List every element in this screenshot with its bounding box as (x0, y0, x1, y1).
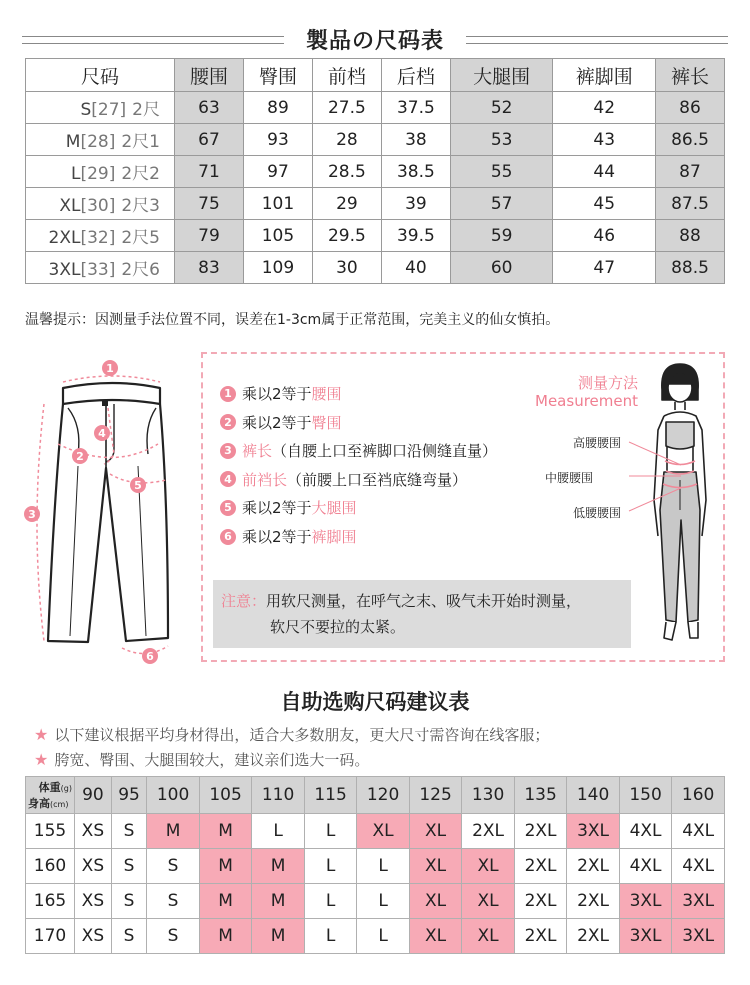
measurement-key: 裤脚围 (311, 528, 357, 546)
size-code: [29] (80, 164, 116, 184)
rec-size-cell: 3XL (672, 884, 725, 919)
size-value-cell: 28.5 (312, 156, 381, 188)
measurement-tip: 温馨提示：因测量手法位置不同，误差在1-3cm属于正常范围，完美主义的仙女慎拍。 (25, 312, 560, 328)
size-header-cell: 大腿围 (450, 59, 553, 92)
size-size: L (70, 164, 81, 184)
rec-height-cell: 165 (26, 884, 75, 919)
size-value-cell: 105 (243, 220, 312, 252)
corner-height (28, 795, 68, 811)
rec-size-cell: XS (75, 919, 112, 954)
size-recommendation-table (25, 776, 725, 954)
rec-size-cell: 3XL (567, 814, 620, 849)
size-size: 2XL (48, 228, 81, 248)
size-row-label (26, 252, 175, 284)
size-header-cell: 臀围 (243, 59, 312, 92)
measurement-number-badge: 6 (220, 529, 236, 545)
size-value-cell: 101 (243, 188, 312, 220)
rec-height-cell: 155 (26, 814, 75, 849)
size-value-cell: 38.5 (381, 156, 450, 188)
size-value-cell: 97 (243, 156, 312, 188)
measurement-text (242, 497, 357, 518)
size-row (26, 156, 725, 188)
size-size: XL (59, 196, 81, 216)
measurement-text (242, 526, 357, 547)
size-table-header (26, 59, 725, 92)
size-value-cell: 87.5 (656, 188, 725, 220)
size-title-row (0, 24, 750, 55)
corner-height-unit: (cm) (50, 800, 69, 809)
size-value-cell: 59 (450, 220, 553, 252)
rec-size-cell: L (357, 919, 410, 954)
rec-weight-header: 110 (252, 777, 305, 814)
rec-size-cell: S (111, 919, 147, 954)
size-row (26, 124, 725, 156)
advice-line2 (34, 749, 369, 770)
size-value-cell: 39.5 (381, 220, 450, 252)
size-row-label (26, 92, 175, 124)
corner-weight-text: 体重 (38, 781, 61, 794)
rec-size-cell: XL (357, 814, 410, 849)
size-chi: 2尺 (132, 100, 160, 120)
rec-weight-header: 105 (199, 777, 252, 814)
method-cn: 测量方法 (577, 374, 638, 392)
measurement-text (242, 469, 467, 490)
measurement-pre: 乘以2等于 (242, 413, 312, 432)
rec-weight-header: 90 (75, 777, 112, 814)
size-table-title: 製品の尺码表 (306, 29, 445, 54)
rec-size-cell: 2XL (567, 884, 620, 919)
rec-size-cell: L (304, 849, 357, 884)
rec-weight-header: 135 (514, 777, 567, 814)
measurement-item (220, 440, 497, 461)
corner-height-text: 身高 (28, 797, 50, 810)
size-header-cell: 前档 (312, 59, 381, 92)
size-size: S (80, 100, 92, 120)
rec-size-cell: 4XL (619, 814, 672, 849)
size-value-cell: 79 (175, 220, 244, 252)
rec-size-cell: M (199, 919, 252, 954)
rec-size-cell: XS (75, 814, 112, 849)
rec-size-cell: XL (409, 919, 462, 954)
size-value-cell: 39 (381, 188, 450, 220)
size-value-cell: 89 (243, 92, 312, 124)
size-value-cell: 88.5 (656, 252, 725, 284)
rec-size-cell: XS (75, 884, 112, 919)
corner-weight (39, 779, 72, 795)
size-row-label (26, 188, 175, 220)
star-icon: ★ (34, 750, 49, 769)
rec-size-cell: M (252, 919, 305, 954)
size-value-cell: 88 (656, 220, 725, 252)
rec-size-cell: 4XL (672, 814, 725, 849)
size-code: [27] (91, 100, 127, 120)
rec-size-cell: S (111, 814, 147, 849)
measurement-item (220, 412, 342, 433)
size-value-cell: 63 (175, 92, 244, 124)
size-row-label (26, 220, 175, 252)
rec-row (26, 919, 725, 954)
rec-size-cell: L (304, 884, 357, 919)
rec-size-cell: 4XL (619, 849, 672, 884)
measurement-key: 大腿围 (311, 499, 357, 518)
advice-line1-text: 以下建议根据平均身材得出，适合大多数朋友，更大尺寸需咨询在线客服； (54, 726, 550, 744)
size-value-cell: 44 (553, 156, 656, 188)
advice-line2-text: 胯宽、臀围、大腿围较大，建议亲们选大一码。 (54, 751, 370, 769)
note-label: 注意： (221, 592, 267, 610)
size-value-cell: 71 (175, 156, 244, 188)
size-value-cell: 42 (553, 92, 656, 124)
rec-size-cell: M (252, 849, 305, 884)
rec-row (26, 849, 725, 884)
measurement-item (220, 497, 357, 518)
rec-size-cell: XL (409, 884, 462, 919)
rec-size-cell: S (147, 849, 200, 884)
size-size: 3XL (48, 260, 81, 280)
rec-corner-cell (26, 777, 75, 814)
rec-size-cell: L (252, 814, 305, 849)
size-value-cell: 86 (656, 92, 725, 124)
diagram-marker-3: 3 (28, 508, 36, 521)
size-value-cell: 67 (175, 124, 244, 156)
measurement-text (242, 440, 497, 461)
size-value-cell: 53 (450, 124, 553, 156)
rec-size-cell: 3XL (619, 884, 672, 919)
size-code: [28] (80, 132, 116, 152)
rec-size-cell: 3XL (619, 919, 672, 954)
size-header-cell: 腰围 (175, 59, 244, 92)
rec-weight-header: 120 (357, 777, 410, 814)
rec-weight-header: 150 (619, 777, 672, 814)
method-en: Measurement (535, 392, 638, 410)
measurement-number-badge: 2 (220, 414, 236, 430)
rec-size-cell: S (111, 849, 147, 884)
measurement-key: 臀围 (311, 413, 342, 432)
rec-size-cell: M (199, 814, 252, 849)
rec-size-cell: M (199, 849, 252, 884)
rec-weight-header: 100 (147, 777, 200, 814)
size-table (25, 58, 725, 284)
size-value-cell: 28 (312, 124, 381, 156)
rec-row (26, 884, 725, 919)
size-value-cell: 29.5 (312, 220, 381, 252)
size-value-cell: 30 (312, 252, 381, 284)
rec-size-cell: M (147, 814, 200, 849)
measurement-number-badge: 1 (220, 386, 236, 402)
measurement-key: 前裆长 (242, 470, 288, 489)
measurement-method (528, 374, 638, 410)
rec-size-cell: 4XL (672, 849, 725, 884)
rec-size-cell: 2XL (567, 849, 620, 884)
size-size: M (65, 132, 81, 152)
rec-size-cell: L (357, 849, 410, 884)
measurement-text (242, 412, 342, 433)
measurement-key: 腰围 (311, 385, 342, 403)
size-value-cell: 46 (553, 220, 656, 252)
rec-size-cell: M (252, 884, 305, 919)
rec-size-cell: XL (409, 814, 462, 849)
rec-height-cell: 160 (26, 849, 75, 884)
diagram-marker-5: 5 (134, 479, 142, 492)
rec-size-cell: XL (462, 919, 515, 954)
size-code: [32] (80, 228, 116, 248)
size-row (26, 252, 725, 284)
title-divider-right (466, 36, 728, 44)
corner-weight-unit: (g) (60, 784, 72, 793)
rec-size-cell: M (199, 884, 252, 919)
size-value-cell: 38 (381, 124, 450, 156)
measurement-item (220, 469, 467, 490)
rec-size-cell: XS (75, 849, 112, 884)
size-chi: 2尺6 (121, 260, 160, 280)
size-value-cell: 37.5 (381, 92, 450, 124)
rec-weight-header: 115 (304, 777, 357, 814)
size-chi: 2尺2 (121, 164, 160, 184)
size-code: [33] (80, 260, 116, 280)
diagram-marker-4: 4 (98, 427, 106, 440)
measurement-pre: 乘以2等于 (242, 528, 312, 546)
size-row-label (26, 124, 175, 156)
measurement-key: 裤长 (242, 442, 273, 461)
size-header-cell: 裤长 (656, 59, 725, 92)
advice-title: 自助选购尺码建议表 (280, 690, 470, 714)
size-value-cell: 55 (450, 156, 553, 188)
rec-size-cell: 2XL (514, 919, 567, 954)
size-value-cell: 83 (175, 252, 244, 284)
size-value-cell: 93 (243, 124, 312, 156)
advice-line1 (34, 724, 549, 745)
size-header-cell: 后档 (381, 59, 450, 92)
rec-size-cell: 2XL (514, 814, 567, 849)
title-divider-left (22, 36, 284, 44)
size-code: [30] (80, 196, 116, 216)
rec-size-cell: XL (462, 884, 515, 919)
measurement-number-badge: 4 (220, 471, 236, 487)
note-line2: 软尺不要拉的太紧。 (270, 618, 406, 636)
diagram-marker-2: 2 (76, 450, 84, 463)
measurement-note (213, 580, 631, 648)
size-row (26, 92, 725, 124)
rec-weight-header: 125 (409, 777, 462, 814)
size-chi: 2尺1 (121, 132, 160, 152)
size-chi: 2尺3 (121, 196, 160, 216)
rec-weight-header: 160 (672, 777, 725, 814)
size-value-cell: 52 (450, 92, 553, 124)
size-value-cell: 43 (553, 124, 656, 156)
rec-height-cell: 170 (26, 919, 75, 954)
note-line1: 用软尺测量，在呼气之末、吸气未开始时测量， (266, 592, 582, 610)
waist-mid-label: 中腰腰围 (545, 471, 594, 485)
size-row (26, 220, 725, 252)
size-value-cell: 40 (381, 252, 450, 284)
rec-size-cell: L (304, 814, 357, 849)
rec-size-cell: S (147, 919, 200, 954)
rec-size-cell: L (357, 884, 410, 919)
diagram-marker-1: 1 (106, 362, 114, 375)
rec-weight-header: 140 (567, 777, 620, 814)
size-value-cell: 57 (450, 188, 553, 220)
rec-size-cell: 2XL (462, 814, 515, 849)
size-header-cell: 裤脚围 (553, 59, 656, 92)
star-icon: ★ (34, 725, 49, 744)
measurement-pre: 乘以2等于 (242, 385, 312, 403)
rec-size-cell: 2XL (514, 884, 567, 919)
measurement-item (220, 526, 357, 547)
rec-size-cell: 3XL (672, 919, 725, 954)
size-value-cell: 86.5 (656, 124, 725, 156)
rec-size-cell: L (304, 919, 357, 954)
size-value-cell: 75 (175, 188, 244, 220)
waist-high-label: 高腰腰围 (573, 436, 622, 450)
rec-size-cell: S (111, 884, 147, 919)
rec-size-cell: S (147, 884, 200, 919)
rec-header-row (26, 777, 725, 814)
size-value-cell: 109 (243, 252, 312, 284)
size-chi: 2尺5 (121, 228, 160, 248)
measurement-number-badge: 5 (220, 500, 236, 516)
size-row-label (26, 156, 175, 188)
size-value-cell: 29 (312, 188, 381, 220)
size-value-cell: 87 (656, 156, 725, 188)
size-value-cell: 27.5 (312, 92, 381, 124)
measurement-item (220, 383, 342, 404)
rec-row (26, 814, 725, 849)
size-row (26, 188, 725, 220)
waist-low-label: 低腰腰围 (573, 506, 622, 520)
rec-weight-header: 130 (462, 777, 515, 814)
measurement-text (242, 383, 342, 404)
size-value-cell: 45 (553, 188, 656, 220)
measurement-post: （前腰上口至裆底缝弯量） (287, 470, 468, 489)
rec-weight-header: 95 (111, 777, 147, 814)
rec-size-cell: 2XL (567, 919, 620, 954)
size-value-cell: 60 (450, 252, 553, 284)
pants-diagram (18, 356, 203, 666)
rec-size-cell: XL (409, 849, 462, 884)
rec-size-cell: XL (462, 849, 515, 884)
rec-size-cell: 2XL (514, 849, 567, 884)
measurement-number-badge: 3 (220, 443, 236, 459)
measurement-pre: 乘以2等于 (242, 499, 312, 518)
size-header-cell: 尺码 (26, 59, 175, 92)
size-value-cell: 47 (553, 252, 656, 284)
measurement-post: （自腰上口至裤脚口沿侧缝直量） (272, 442, 498, 461)
diagram-marker-6: 6 (146, 650, 154, 663)
